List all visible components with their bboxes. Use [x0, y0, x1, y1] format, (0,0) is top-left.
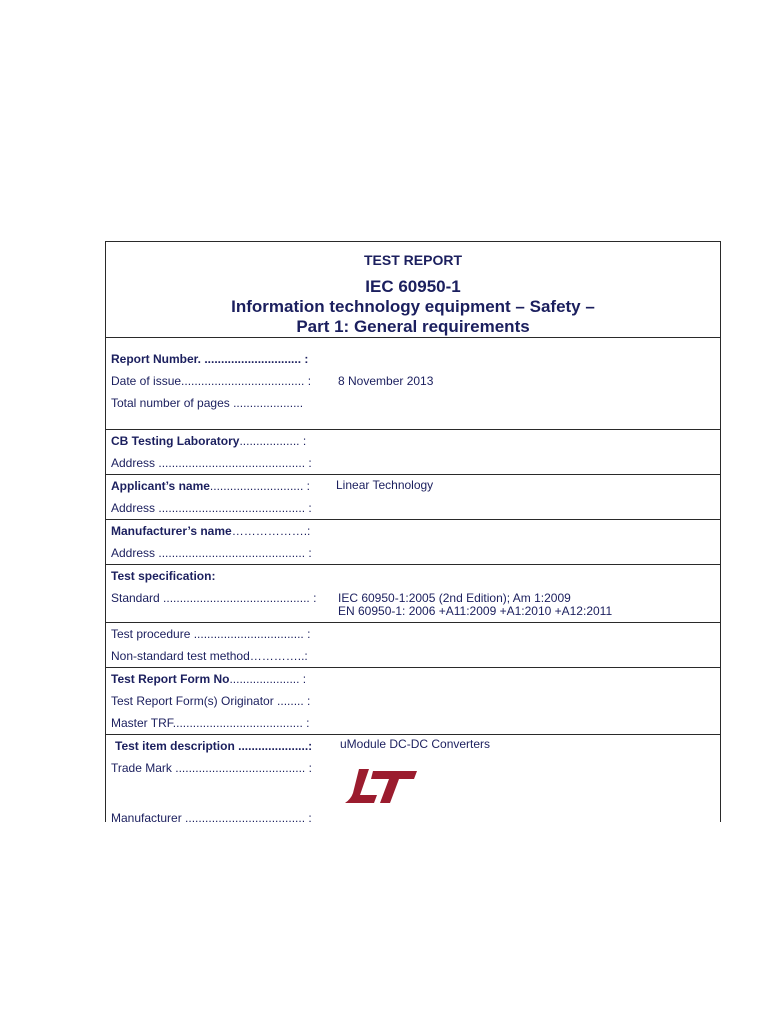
applicant-value: Linear Technology	[336, 478, 434, 492]
applicant-label: Applicant’s name	[111, 479, 210, 493]
cb-lab-section	[106, 430, 720, 475]
trade-mark-row	[106, 757, 720, 807]
date-of-issue-row	[106, 370, 720, 392]
applicant-row	[106, 475, 720, 497]
report-info-section	[106, 338, 720, 430]
part-heading: Part 1: General requirements	[296, 317, 530, 336]
cb-address-label: Address ............................................ :	[111, 456, 312, 470]
manufacturer-name-label: Manufacturer’s name	[111, 524, 232, 538]
cb-lab-dots: .................. :	[239, 434, 307, 448]
cb-lab-label: CB Testing Laboratory	[111, 434, 240, 448]
applicant-dots: ............................ :	[209, 479, 310, 493]
standard-value-1: IEC 60950-1:2005 (2nd Edition); Am 1:2009	[338, 591, 571, 605]
manufacturer-label-wrap	[111, 524, 310, 538]
manufacturer-row	[106, 807, 720, 829]
report-heading: TEST REPORT	[363, 252, 462, 268]
non-standard-row	[106, 645, 720, 667]
total-pages-row	[106, 392, 720, 414]
test-spec-row	[106, 565, 720, 587]
standard-label: Standard ............................................ :	[111, 591, 317, 605]
trf-originator-row	[106, 690, 720, 712]
trf-no-row	[106, 668, 720, 690]
manufacturer-dots: ……………….:	[231, 524, 311, 538]
date-of-issue-label: Date of issue..................................... :	[111, 374, 312, 388]
standard-heading: IEC 60950-1	[365, 277, 461, 296]
item-description-label: Test item description .....................:	[115, 739, 313, 753]
cb-lab-row	[106, 430, 720, 452]
item-description-value: uModule DC-DC Converters	[340, 737, 491, 751]
trf-section	[106, 668, 720, 735]
master-trf-row	[106, 712, 720, 734]
applicant-address-row	[106, 497, 720, 519]
report-header	[106, 242, 720, 338]
report-number-row	[106, 348, 720, 370]
trf-no-dots: ..................... :	[229, 672, 307, 686]
report-number-label: Report Number. ............................. :	[111, 352, 309, 366]
manufacturer-address-label: Address ............................................ :	[111, 546, 312, 560]
linear-technology-logo-icon	[343, 767, 419, 807]
cb-address-row	[106, 452, 720, 474]
trade-mark-label: Trade Mark ....................................... :	[111, 761, 312, 775]
test-report-form	[105, 241, 721, 825]
total-pages-label: Total number of pages .....................	[111, 396, 304, 410]
manufacturer-name-row	[106, 520, 720, 542]
non-standard-label: Non-standard test method…………..:	[111, 649, 308, 663]
test-procedure-row	[106, 623, 720, 645]
trf-no-label: Test Report Form No	[111, 672, 230, 686]
test-procedure-section	[106, 623, 720, 668]
test-spec-label: Test specification:	[111, 569, 216, 583]
manufacturer-section	[106, 520, 720, 565]
date-of-issue-value: 8 November 2013	[338, 374, 434, 388]
test-procedure-label: Test procedure ................................. :	[111, 627, 311, 641]
test-item-section	[106, 735, 720, 830]
trf-no-label-wrap	[111, 672, 306, 686]
item-description-row	[106, 735, 720, 757]
manufacturer-label: Manufacturer .................................... :	[111, 811, 312, 825]
standard-row	[106, 587, 720, 621]
master-trf-label: Master TRF....................................... :	[111, 716, 310, 730]
title-heading: Information technology equipment – Safety –	[231, 297, 595, 316]
cb-lab-label-wrap	[111, 434, 306, 448]
applicant-address-label: Address ............................................ :	[111, 501, 312, 515]
standard-value-2: EN 60950-1: 2006 +A11:2009 +A1:2010 +A12:2011	[338, 604, 613, 618]
test-spec-section	[106, 565, 720, 623]
applicant-label-wrap	[111, 479, 310, 493]
applicant-section	[106, 475, 720, 520]
manufacturer-address-row	[106, 542, 720, 564]
trf-originator-label: Test Report Form(s) Originator ........ :	[111, 694, 311, 708]
